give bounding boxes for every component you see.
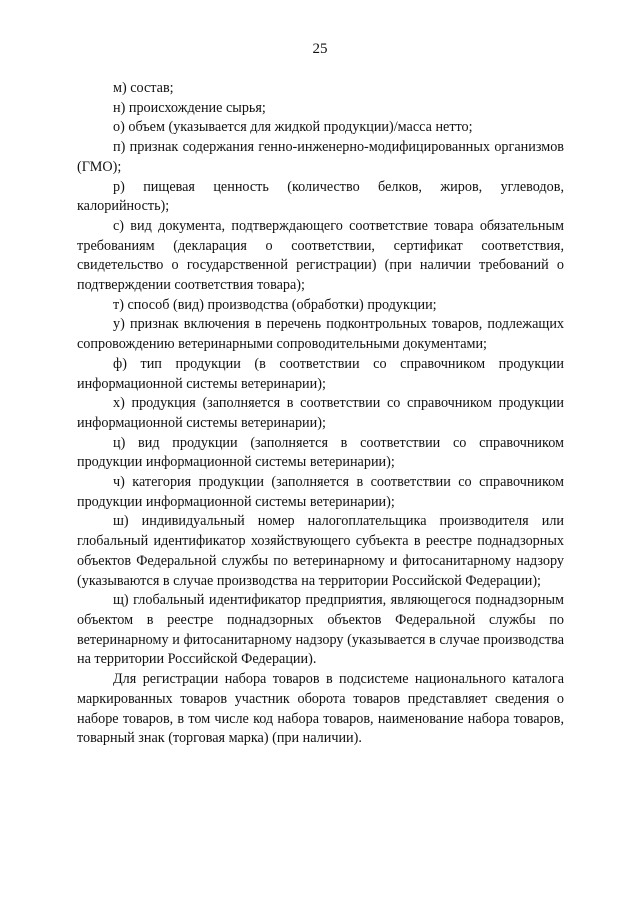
list-item-o: о) объем (указывается для жидкой продукции)/масса нетто;	[113, 119, 473, 136]
list-item-t: т) способ (вид) производства (обработки) продукции;	[113, 296, 437, 313]
list-item-m: м) состав;	[113, 80, 174, 96]
list-item-s: с) вид документа, подтверждающего соответствие товара обязательным требованиям (декларация о соответствии, сертификат соответствия, свидетельство о государственной регистрации) (при наличии требований о подтверждении соответствия товара);	[77, 217, 564, 294]
list-item-shch: щ) глобальный идентификатор предприятия, являющегося поднадзорным объектом в реестре поднадзорных объектов Федеральной службы по ветеринарному и фитосанитарному надзору (указывается в случае производства на территории Российской Федерации).	[77, 592, 564, 668]
page-number: 25	[312, 41, 328, 57]
list-item-p: п) признак содержания генно-инженерно-модифицированных организмов (ГМО);	[77, 139, 564, 175]
list-item-f: ф) тип продукции (в соответствии со справочником продукции информационной системы ветеринарии);	[77, 355, 564, 392]
list-item-kh: х) продукция (заполняется в соответствии со справочником продукции информационной системы ветеринарии);	[77, 395, 564, 431]
list-item-r: р) пищевая ценность (количество белков, жиров, углеводов, калорийность);	[77, 178, 564, 215]
list-item-sh: ш) индивидуальный номер налогоплательщика производителя или глобальный идентификатор хозяйствующего субъекта в реестре поднадзорных объектов Федеральной службы по ветеринарному и фитосанитарному надзору (указываются в случае производства на территории Российской Федерации);	[77, 513, 564, 589]
list-item-n: н) происхождение сырья;	[113, 99, 266, 116]
list-item-u: у) признак включения в перечень подконтрольных товаров, подлежащих сопровождению ветеринарными сопроводительными документами;	[77, 316, 564, 353]
list-item-ch: ч) категория продукции (заполняется в соответствии со справочником продукции информационной системы ветеринарии);	[77, 474, 564, 510]
list-item-ts: ц) вид продукции (заполняется в соответствии со справочником продукции информационной системы ветеринарии);	[77, 434, 564, 471]
closing-paragraph: Для регистрации набора товаров в подсистеме национального каталога маркированных товаров участник оборота товаров представляет сведения о наборе товаров, в том числе код набора товаров, наименование набора товаров, товарный знак (торговая марка) (при наличии).	[77, 671, 564, 747]
document-body	[77, 79, 564, 749]
